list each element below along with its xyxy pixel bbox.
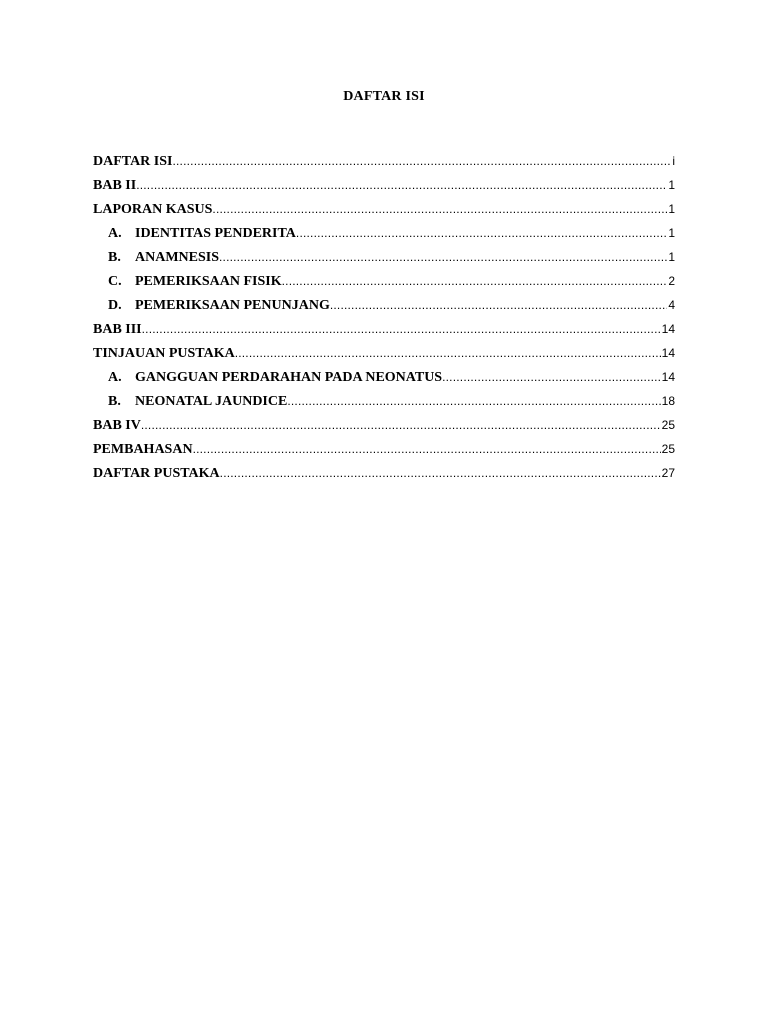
- dot-leader: [330, 295, 667, 315]
- toc-page-number: 1: [668, 250, 675, 264]
- toc-subentry-letter: B.: [108, 250, 121, 265]
- toc-subentry-letter: A.: [108, 370, 122, 385]
- toc-entry[interactable]: [93, 151, 675, 175]
- toc-subentry-letter: B.: [108, 394, 121, 409]
- toc-subentry[interactable]: [93, 247, 675, 271]
- dot-leader: [235, 343, 661, 363]
- toc-page-number: 25: [661, 442, 675, 456]
- dot-leader: [141, 415, 661, 435]
- dot-leader: [282, 271, 668, 291]
- toc-subentry[interactable]: [93, 391, 675, 415]
- toc-subentry-letter: D.: [108, 298, 122, 313]
- toc-page-number: 14: [661, 322, 675, 336]
- toc-subentry-letter: A.: [108, 226, 122, 241]
- dot-leader: [193, 439, 661, 459]
- toc-subentry-label: ANAMNESIS: [135, 250, 220, 265]
- toc-subentry-text: [108, 248, 219, 268]
- toc-subentry-text: [108, 224, 296, 244]
- toc-subentry[interactable]: [93, 295, 675, 319]
- toc-subentry-label: PEMERIKSAAN FISIK: [135, 274, 282, 289]
- toc-entry[interactable]: [93, 343, 675, 367]
- toc-entry-label: BAB II: [93, 178, 137, 193]
- dot-leader: [296, 223, 667, 243]
- toc-page-number: 14: [661, 346, 675, 360]
- toc-subentry[interactable]: [93, 367, 675, 391]
- toc-subentry-label: NEONATAL JAUNDICE: [135, 394, 288, 409]
- toc-page-number: 1: [668, 226, 675, 240]
- toc-entry[interactable]: [93, 463, 675, 487]
- toc-subentry[interactable]: [93, 271, 675, 295]
- toc-page-number: 14: [661, 370, 675, 384]
- toc-page-number: 27: [661, 466, 675, 480]
- toc-entry-label: BAB IV: [93, 418, 141, 433]
- table-of-contents: [93, 151, 675, 487]
- dot-leader: [136, 175, 667, 195]
- toc-page-number: 25: [661, 418, 675, 432]
- toc-entry[interactable]: [93, 199, 675, 223]
- toc-entry-label: DAFTAR ISI: [93, 154, 173, 169]
- toc-entry-label: BAB III: [93, 322, 142, 337]
- page-title: DAFTAR ISI: [343, 89, 425, 104]
- dot-leader: [219, 247, 667, 267]
- toc-page-number: 1: [668, 178, 675, 192]
- toc-page-number: 2: [668, 274, 675, 288]
- toc-subentry-label: IDENTITAS PENDERITA: [135, 226, 296, 241]
- toc-subentry[interactable]: [93, 223, 675, 247]
- toc-subentry-label: GANGGUAN PERDARAHAN PADA NEONATUS: [135, 370, 443, 385]
- dot-leader: [442, 367, 661, 387]
- dot-leader: [142, 319, 661, 339]
- toc-subentry-text: [108, 296, 330, 316]
- toc-entry[interactable]: [93, 175, 675, 199]
- toc-subentry-text: [108, 392, 287, 412]
- toc-entry-label: PEMBAHASAN: [93, 442, 193, 457]
- dot-leader: [212, 199, 667, 219]
- toc-subentry-text: [108, 368, 442, 388]
- toc-entry[interactable]: [93, 439, 675, 463]
- toc-page-number: 4: [668, 298, 675, 312]
- dot-leader: [172, 151, 671, 171]
- toc-entry-label: DAFTAR PUSTAKA: [93, 466, 220, 481]
- toc-entry-label: TINJAUAN PUSTAKA: [93, 346, 235, 361]
- toc-subentry-label: PEMERIKSAAN PENUNJANG: [135, 298, 330, 313]
- dot-leader: [220, 463, 661, 483]
- toc-entry[interactable]: [93, 319, 675, 343]
- toc-subentry-text: [108, 272, 282, 292]
- toc-page-number: 1: [668, 202, 675, 216]
- toc-page-number: i: [672, 154, 675, 168]
- toc-entry-label: LAPORAN KASUS: [93, 202, 213, 217]
- toc-page-number: 18: [661, 394, 675, 408]
- dot-leader: [287, 391, 660, 411]
- toc-entry[interactable]: [93, 415, 675, 439]
- toc-subentry-letter: C.: [108, 274, 122, 289]
